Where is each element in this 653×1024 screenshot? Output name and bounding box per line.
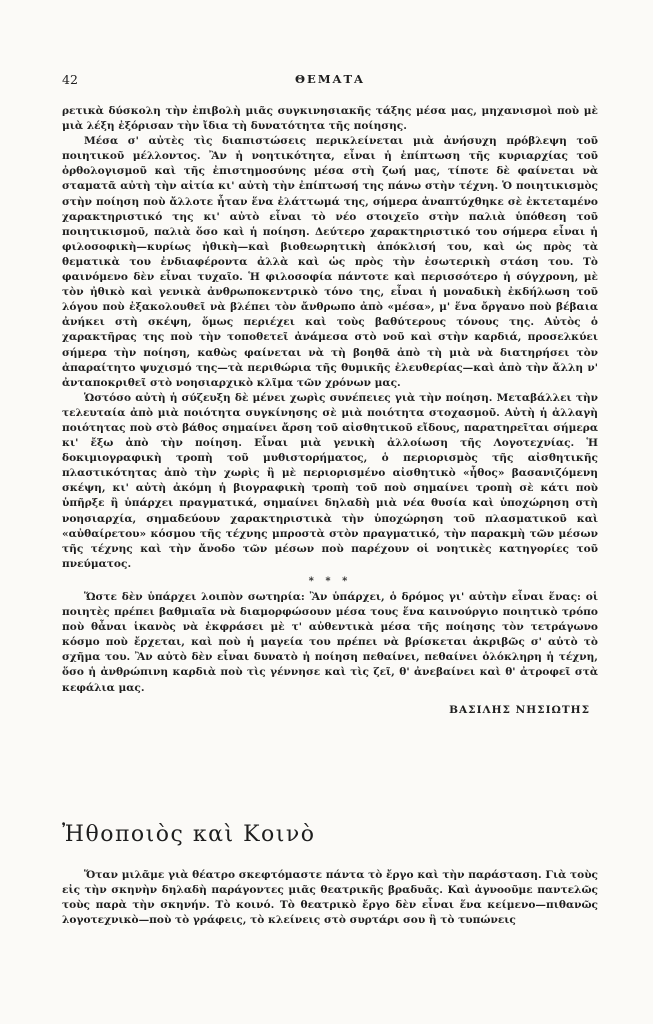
section-title: Ἠθοποιὸς καὶ Κοινὸ <box>62 822 316 847</box>
paragraph: ρετικὰ δύσκολη τὴν ἐπιβολὴ μιᾶς συγκινησιακῆς τάξης μέσα μας, μηχανισμοὶ ποὺ μὲ μιὰ λέξη ἐξόρισαν τὴν ἴδια τὴ δυνατότητα τῆς ποίησης. <box>62 105 598 133</box>
page-number: 42 <box>62 72 78 87</box>
page-header <box>62 72 598 88</box>
author-signature: ΒΑΣΙΛΗΣ ΝΗΣΙΩΤΗΣ <box>449 703 590 716</box>
paragraph: Μέσα σ' αὐτὲς τὶς διαπιστώσεις περικλείνεται μιὰ ἀνήσυχη πρόβλεψη τοῦ ποιητικοῦ μέλλοντος. Ἂν ἡ νοητικότητα, εἶναι ἡ ἐπίπτωση τῆς κυριαρχίας τοῦ ὀρθολογισμοῦ καὶ τῆς ἐπιστημοσύνης μέσα στὴ ζωή μας, τίποτε δὲ φαίνεται νὰ σταματᾶ αὐτὴ τὴν αἰτία κι' αὐτὴ τὴν ἐπίπτωσή της πάνω στὴν τέχνη. Ὁ ποιητικισμὸς στὴν ποίηση ποὺ ἄλλοτε ἦταν ἕνα ἐλάττωμά της, σήμερα ἀναπτύχθηκε σὲ ἐκτεταμένο χαρακτηριστικό της κι' αὐτὸ εἶναι τὸ νέο στοιχεῖο στὴν παλιὰ ὑπόθεση τοῦ ποιητικισμοῦ, παλιὰ ὅσο καὶ ἡ ποίηση. Δεύτερο χαρακτηριστικό του σήμερα εἶναι ἡ φιλοσοφικὴ—κυρίως ἠθικὴ—καὶ βιοθεωρητικὴ ἀπόκλισή του, καὶ ὡς πρὸς τὰ θεματικὰ του ἐνδιαφέροντα ἀλλὰ καὶ ὡς πρὸς τὴν ἐσωτερικὴ στάση του. Τὸ φαινόμενο δὲν εἶναι τυχαῖο. Ἡ φιλοσοφία πάντοτε καὶ περισσότερο ἡ σύγχρονη, μὲ τὸν ἠθικὸ καὶ γενικὰ ἀνθρωποκεντρικὸ τόνο της, εἶναι ἡ μοναδικὴ ἐκδήλωση τοῦ λόγου ποὺ ἐξακολουθεῖ νὰ βλέπει τὸν ἄνθρωπο ἀπὸ «μέσα», μ' ἕνα ὄργανο ποὺ βέβαια ἀνήκει στὴ σκέψη, ὅμως περιέχει καὶ τοὺς βαθύτερους τόνους της. Αὐτὸς ὁ χαρακτῆρας της ποὺ τὴν τοποθετεῖ ἀνάμεσα στὸ νοῦ καὶ στὴν καρδιά, προσελκύει σήμερα τὴν ποίηση, καθὼς φαίνεται νὰ τὴ βοηθᾶ ἀπὸ τὴ μιὰ νὰ διατηρήσει τὸν ἀπαραίτητο ψυχισμό της—τὰ περιθώρια τῆς θυμικῆς ἐλευθερίας—καὶ ἀπὸ τὴν ἄλλη ν' ἀνταποκριθεῖ στὸ νοησιαρχικὸ κλῖμα τῶν χρόνων μας. <box>62 135 598 389</box>
second-article-body <box>62 868 598 928</box>
section-separator: * * * <box>308 575 352 587</box>
article-body <box>62 104 598 718</box>
closing-paragraph: Ὥστε δὲν ὑπάρχει λοιπὸν σωτηρία: Ἂν ὑπάρχει, ὁ δρόμος γι' αὐτὴν εἶναι ἕνας: οἱ ποιητὲς πρέπει βαθμιαῖα νὰ διαμορφώσουν μέσα τους ἕνα καινούργιο ποιητικὸ τρόπο ποὺ θἆναι ἱκανὸς νὰ ἐκφράσει μὲ τ' αὐθεντικὰ μέσα τῆς ποίησης τὸν τετράγωνο κόσμο ποὺ ἔρχεται, καὶ ποὺ ἡ μαγεία του πρέπει νὰ βρίσκεται ἀκριβῶς σ' αὐτὸ τὸ σχῆμα του. Ἂν αὐτὸ δὲν εἶναι δυνατὸ ἡ ποίηση πεθαίνει, πεθαίνει ὁλόκληρη ἡ τέχνη, ὅσο ἡ ἀνθρώπινη καρδιὰ ποὺ τὶς γέννησε καὶ τὶς ζεῖ, θ' ἀνεβαίνει καὶ θ' ἀτροφεῖ στὰ κεφάλια μας. <box>62 591 598 694</box>
running-title: ΘΕΜΑΤΑ <box>295 72 365 86</box>
paragraph: Ὡστόσο αὐτὴ ἡ σύζευξη δὲ μένει χωρὶς συνέπειες γιὰ τὴν ποίηση. Μεταβάλλει τὴν τελευταία ἀπὸ μιὰ ποιότητα συγκίνησης σὲ μιὰ ποιότητα στοχασμοῦ. Αὐτὴ ἡ ἀλλαγὴ ποιότητας ποὺ στὸ βάθος σημαίνει ἄρση τοῦ αἰσθητικοῦ εἴδους, παρατηρεῖται σήμερα κι' ἔξω ἀπὸ τὴν ποίηση. Εἶναι μιὰ γενικὴ ἀλλοίωση τῆς Λογοτεχνίας. Ἡ δοκιμιογραφικὴ τροπὴ τοῦ μυθιστορήματος, ὁ περιορισμὸς τῆς αἰσθητικῆς πλαστικότητας ἀπὸ τὴν χωρὶς ἢ μὲ περιορισμένο αἰσθητικὸ «ἦθος» βασανιζόμενη σκέψη, κι' αὐτὴ ἀκόμη ἡ βιογραφικὴ τροπὴ τοῦ ποὺ σημαίνει τροπὴ σὲ κάτι ποὺ ὑπῆρξε ἢ ὑπάρχει πραγματικά, σημαίνει δηλαδὴ μιὰ νέα θυσία καὶ ὑποχώρηση στὴ νοησιαρχία, σημαδεύουν χαρακτηριστικὰ τὴν ὑποχώρηση τοῦ πλασματικοῦ καὶ «αὐθαίρετου» κόσμου τῆς τέχνης μπροστὰ στὸν πραγματικό, τὴν παρακμὴ τῶν μέσων τῆς τέχνης καὶ τὴν ἄνοδο τῶν μέσων ποὺ παρέχουν οἱ νοητικὲς κατηγορίες τοῦ πνεύματος. <box>62 391 598 570</box>
paragraph: Ὅταν μιλᾶμε γιὰ θέατρο σκεφτόμαστε πάντα τὸ ἔργο καὶ τὴν παράσταση. Γιὰ τοὺς εἰς τὴν σκηνὴν δηλαδὴ παράγοντες μιᾶς θεατρικῆς βραδυᾶς. Καὶ ἀγνοοῦμε παντελῶς τοὺς παρὰ τὴν σκηνήν. Τὸ κοινό. Τὸ θεατρικὸ ἔργο δὲν εἶναι ἕνα κείμενο—πιθανῶς λογοτεχνικὸ—ποὺ τὸ γράφεις, τὸ κλείνεις στὸ συρτάρι σου ἢ τὸ τυπώνεις <box>62 869 598 927</box>
